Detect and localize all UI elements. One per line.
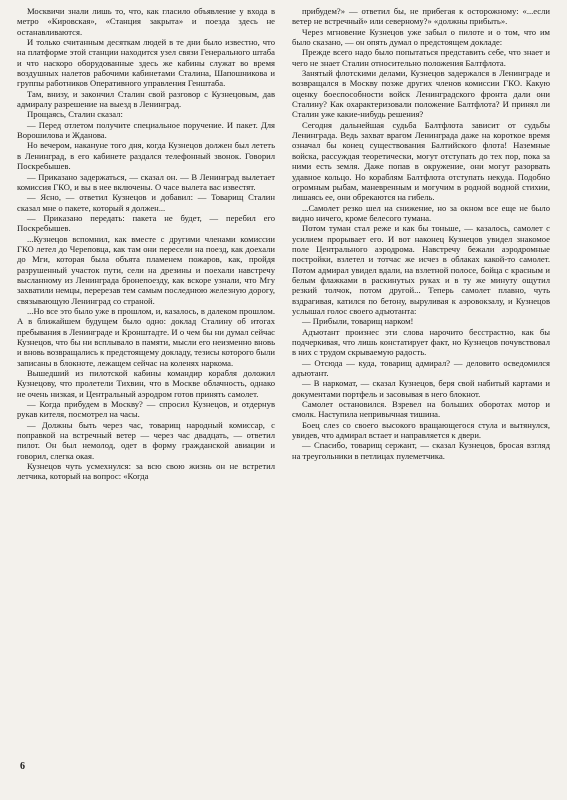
left-column <box>17 6 275 482</box>
paragraph: — Прибыли, товарищ нарком! <box>302 316 414 327</box>
paragraph: И только считанным десяткам людей в те дни было известно, что на платформе этой станции находится узел связи Генерального штаба и что наскоро оборудованные здесь же кабины служат во время воздушных налетов рабочими кабинетами Сталина, Шапошникова и группы работников Оперативного управления Генштаба. <box>17 37 275 89</box>
paragraph: — Приказано передать: пакета не будет, — перебил его Поскребышев. <box>17 212 275 234</box>
paragraph: Самолет остановился. Взревел на больших оборотах мотор и смолк. Наступила непривычная тишина. <box>292 399 550 420</box>
page-number: 6 <box>20 761 25 772</box>
paragraph: Там, внизу, и закончил Сталин свой разговор с Кузнецовым, дав адмиралу разрешение на выезд в Ленинград. <box>17 88 275 110</box>
paragraph: Москвичи знали лишь то, что, как гласило объявление у входа в метро «Кировская», «Станция закрыта» и поезда здесь не останавливаются. <box>17 6 275 37</box>
paragraph: Через мгновение Кузнецов уже забыл о пилоте и о том, что им было сказано, — он опять думал о предстоящем докладе: <box>292 26 550 48</box>
paragraph: — Ясно, — ответил Кузнецов и добавил: — Товарищ Сталин сказал мне о пакете, который я должен... <box>17 192 275 213</box>
paragraph: Кузнецов чуть усмехнулся: за всю свою жизнь он не встретил летчика, который на вопрос: «Когда <box>17 461 275 482</box>
paragraph: Прежде всего надо было попытаться представить себе, что знает и чего не знает Сталин относительно положения Балтфлота. <box>292 47 550 68</box>
paragraph: ...Самолет резко шел на снижение, но за окном все еще не было видно ничего, кроме белесого тумана. <box>292 202 550 223</box>
paragraph: ...Кузнецов вспомнил, как вместе с другими членами комиссии ГКО летел до Череповца, как там они пересели на поезд, как доехали до Мги, которая была объята пламенем пожаров, как, пройдя разрушенный участок пути, сели на дрезины и поехали навстречу высланному из Ленинграда бронепоезду, как вскоре узнали, что Мгу захватили немцы, перерезав тем самым последнюю железную дорогу, связывающую Ленинград со страной. <box>17 233 275 306</box>
paragraph: Но вечером, накануне того дня, когда Кузнецов должен был лететь в Ленинград, в его кабинете раздался телефонный звонок. Говорил Поскребышев. <box>17 140 275 172</box>
paragraph: — Должны быть через час, товарищ народный комиссар, с поправкой на встречный ветер — через час двадцать, — ответил пилот. Он был немолод, одет в форму гражданской авиации и говорил, слегка окая. <box>17 419 275 461</box>
paragraph: Вышедший из пилотской кабины командир корабля доложил Кузнецову, что пролетели Тихвин, что в Москве облачность, однако не очень низкая, и Центральный аэродром готов принять самолет. <box>17 368 275 399</box>
paragraph: ...Но все это было уже в прошлом, и, казалось, в далеком прошлом. А в ближайшем будущем было одно: доклад Сталину об итогах пребывания в Ленинграде и Кронштадте. И о чем бы ни думал сейчас Кузнецов, что бы ни всплывало в памяти, мысли его неизменно вновь и вновь возвращались к предстоящему докладу, тезисы которого были записаны в блокноте, лежащем сейчас на коленях наркома. <box>17 305 275 368</box>
paragraph: — Когда прибудем в Москву? — спросил Кузнецов, и отдернув рукав кителя, посмотрел на часы. <box>17 399 275 420</box>
right-column <box>292 6 550 482</box>
paragraph: — Приказано задержаться, — сказал он. — В Ленинград вылетает комиссия ГКО, и вы в нее включены. О часе вылета вас известят. <box>17 171 275 192</box>
paragraph: — В наркомат, — сказал Кузнецов, беря свой набитый картами и документами портфель и засовывая в него блокнот. <box>292 378 550 399</box>
paragraph: Занятый флотскими делами, Кузнецов задержался в Ленинграде и возвращался в Москву позже других членов комиссии ГКО. Какую оценку боеспособности войск Ленинградского фронта дали они Сталину? Как охарактеризовали положение Балтфлота? И принял ли Сталин уже какие-нибудь решения? <box>292 68 550 120</box>
paragraph: Адъютант произнес эти слова нарочито бесстрастно, как бы подчеркивая, что лишь констатирует факт, но Кузнецов почувствовал в них с трудом скрываемую радость. <box>292 326 550 358</box>
text-columns <box>17 6 550 482</box>
paragraph: Прощаясь, Сталин сказал: <box>27 109 123 120</box>
paragraph: — Отсюда — куда, товарищ адмирал? — деловито осведомился адъютант. <box>292 357 550 379</box>
paragraph: прибудем?» — ответил бы, не прибегая к осторожному: «...если ветер не встречный» или северному?» «должны прибыть». <box>292 6 550 27</box>
paragraph: Потом туман стал реже и как бы тоньше, — казалось, самолет с усилием прорывает его. И вот наконец Кузнецов увидел знакомое поле Центрального аэродрома. Навстречу бежали аэродромные постройки, взлетел и тотчас же исчез в облаках какой-то самолет. Потом адмирал увидел вдали, на взлетной полосе, бойца с красным и белым флажками в раскинутых руках и в ту же минуту ощутил резкий толчок, потом другой... Теперь самолет плавно, чуть вздрагивая, катился по бетону, выруливая к аэровокзалу, и Кузнецов услышал голос своего адъютанта: <box>292 223 550 316</box>
paragraph: Сегодня дальнейшая судьба Балтфлота зависит от судьбы Ленинграда. Ведь захват врагом Ленинграда даже на короткое время означал бы конец существования Балтийского флота! Наземные войска, рассуждая теоретически, могут отступать до тех пор, пока за ними есть земля. Даже попав в окружение, они могут разорвать удавное кольцо. Но кораблям Балтфлота отступать некуда. Подобно огромным рыбам, маневренным и могучим в родной водной стихии, лишаясь ее, они обрекаются на гибель. <box>292 119 550 203</box>
paragraph: Боец слез со своего высокого вращающегося стула и вытянулся, увидев, что адмирал встает и направляется к двери. <box>292 419 550 441</box>
paragraph: — Спасибо, товарищ сержант, — сказал Кузнецов, бросая взгляд на треугольники в петлицах пулеметчика. <box>292 440 550 461</box>
paragraph: — Перед отлетом получите специальное поручение. И пакет. Для Ворошилова и Жданова. <box>17 119 275 141</box>
